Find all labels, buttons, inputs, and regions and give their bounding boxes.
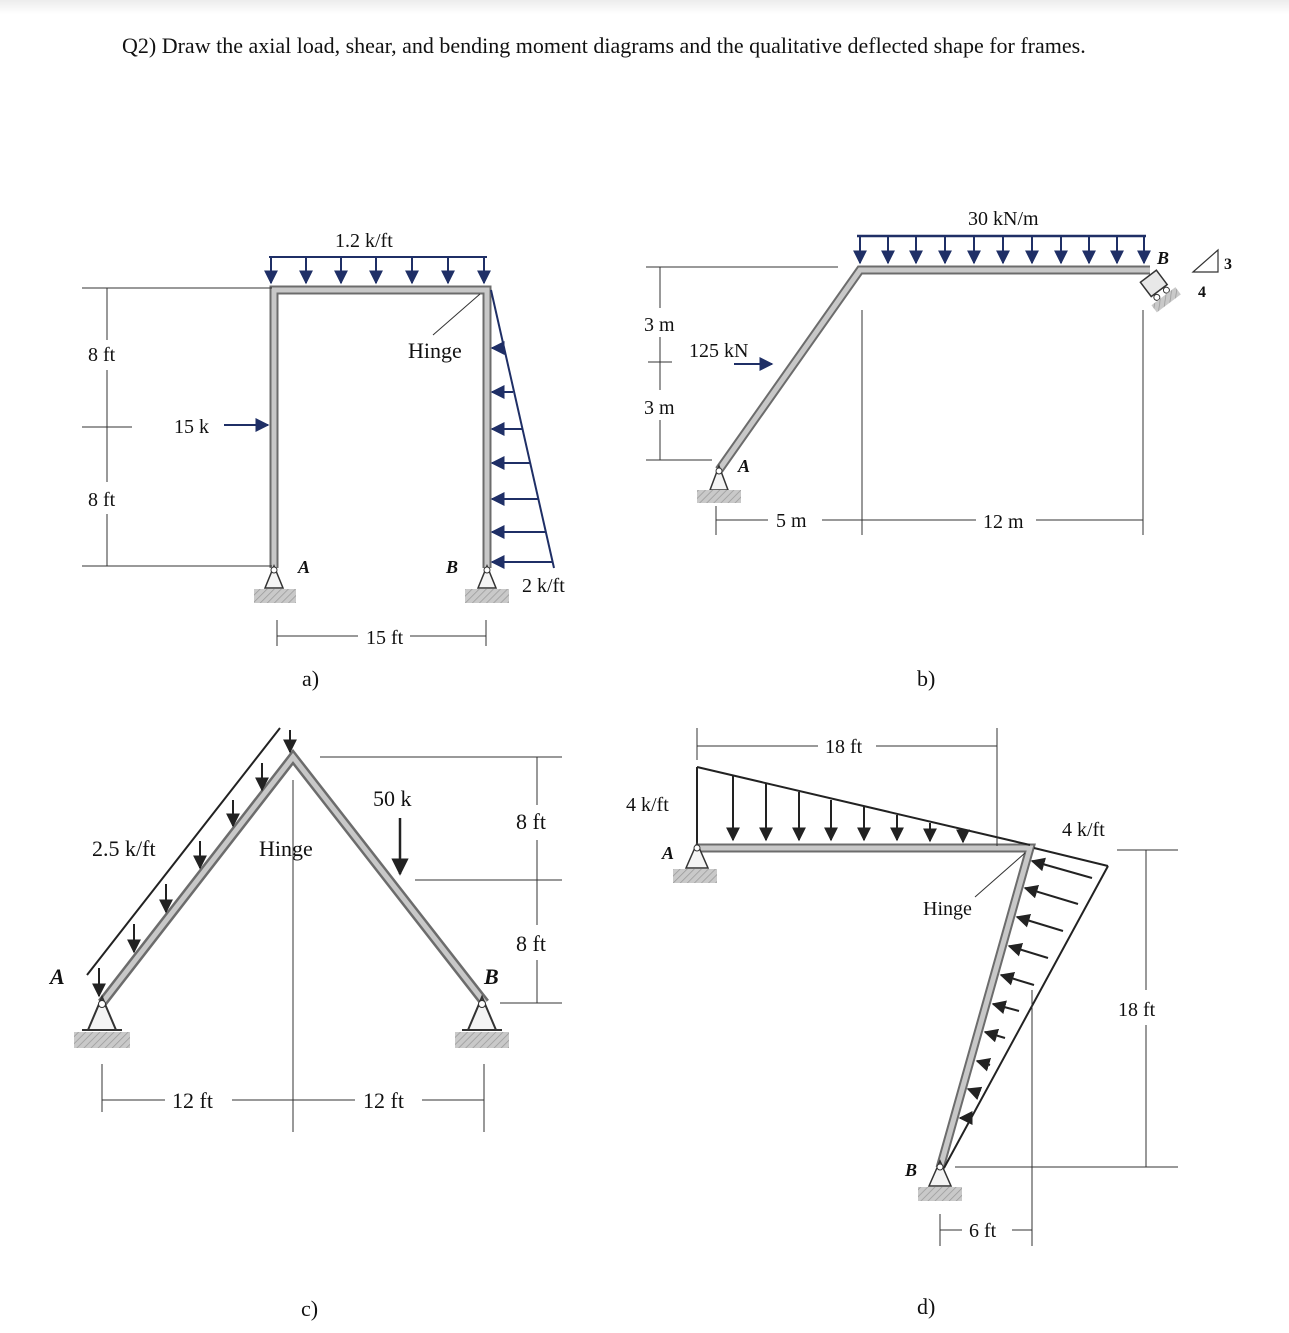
frame-c-span-right: 12 ft: [363, 1088, 404, 1113]
frame-a-members: [274, 290, 487, 568]
frame-d-span-label: 18 ft: [825, 736, 863, 758]
frame-d-top-load-label: 4 k/ft: [626, 794, 669, 816]
frame-b: [644, 208, 1232, 691]
frame-b-caption: b): [917, 666, 936, 691]
frame-a-triangular-load-label: 2 k/ft: [522, 575, 565, 597]
frame-a-triangular-load: [491, 290, 554, 568]
frame-b-span-right: 12 m: [983, 511, 1024, 533]
frame-c-height-upper: 8 ft: [516, 809, 546, 834]
frame-c-support-b-label: B: [484, 964, 499, 989]
frame-d-side-load: [944, 848, 1108, 1168]
frame-d-caption: d): [917, 1294, 936, 1319]
frame-c-caption: c): [301, 1296, 319, 1321]
frame-b-support-a: [697, 466, 741, 503]
frame-d-top-load: [697, 767, 1030, 845]
frame-a-height-lower: 8 ft: [88, 489, 116, 511]
frame-a-point-load-label: 15 k: [174, 416, 209, 438]
frame-d-hinge-label: Hinge: [923, 898, 972, 920]
frame-b-slope-triangle: [1193, 250, 1218, 272]
frame-a-support-a: [254, 566, 296, 603]
frame-d-side-load-label: 4 k/ft: [1062, 819, 1105, 841]
frame-a-height-upper: 8 ft: [88, 344, 116, 366]
frame-c-height-lower: 8 ft: [516, 931, 546, 956]
frame-c-hinge-label: Hinge: [259, 836, 313, 861]
frame-c-height-dimension: [320, 757, 562, 1003]
frame-a-hinge-leader: [433, 294, 480, 335]
frame-d-support-a-label: A: [662, 843, 675, 863]
frame-a: [82, 230, 565, 691]
frame-a-support-b: [465, 566, 509, 603]
frame-b-point-load-label: 125 kN: [689, 340, 749, 362]
frame-d-support-b-label: B: [905, 1160, 918, 1180]
frame-b-height-upper: 3 m: [644, 314, 675, 336]
frame-b-span-left: 5 m: [776, 510, 807, 532]
frame-a-caption: a): [302, 666, 320, 691]
frame-d-members: [697, 848, 1030, 1168]
frame-b-slope-rise: 3: [1224, 256, 1232, 273]
frame-a-span-label: 15 ft: [366, 627, 404, 649]
frame-c: [48, 728, 562, 1321]
frame-b-slope-run: 4: [1198, 284, 1206, 301]
frame-a-support-b-label: B: [446, 557, 459, 577]
frame-a-hinge-label: Hinge: [408, 338, 462, 363]
frame-b-span-dimension: [716, 310, 1143, 535]
frame-c-point-load-label: 50 k: [373, 786, 412, 811]
frame-b-uniform-load-label: 30 kN/m: [968, 208, 1039, 230]
frame-c-support-b: [455, 997, 509, 1048]
question-text: Q2) Draw the axial load, shear, and bending moment diagrams and the qualitative deflected shape for frames.: [122, 33, 1086, 58]
frame-c-support-a-label: A: [50, 964, 65, 989]
frame-b-members: [719, 270, 1150, 470]
frame-c-span-left: 12 ft: [172, 1088, 213, 1113]
frame-d: [626, 728, 1178, 1319]
frame-d-height-label: 18 ft: [1118, 999, 1156, 1021]
frame-b-uniform-load: [857, 236, 1146, 263]
frame-c-support-a: [74, 997, 130, 1048]
frame-a-uniform-load: [269, 257, 487, 283]
frame-b-support-a-label: A: [738, 456, 751, 476]
frame-d-offset-label: 6 ft: [969, 1220, 997, 1242]
frame-b-height-lower: 3 m: [644, 397, 675, 419]
frame-b-support-b-label: B: [1157, 248, 1170, 268]
frame-a-uniform-load-label: 1.2 k/ft: [335, 230, 393, 252]
frame-c-inclined-load-label: 2.5 k/ft: [92, 836, 156, 861]
frame-c-span-dimension: [102, 780, 484, 1132]
frame-a-support-a-label: A: [298, 557, 311, 577]
frame-c-inclined-load: [87, 728, 290, 996]
